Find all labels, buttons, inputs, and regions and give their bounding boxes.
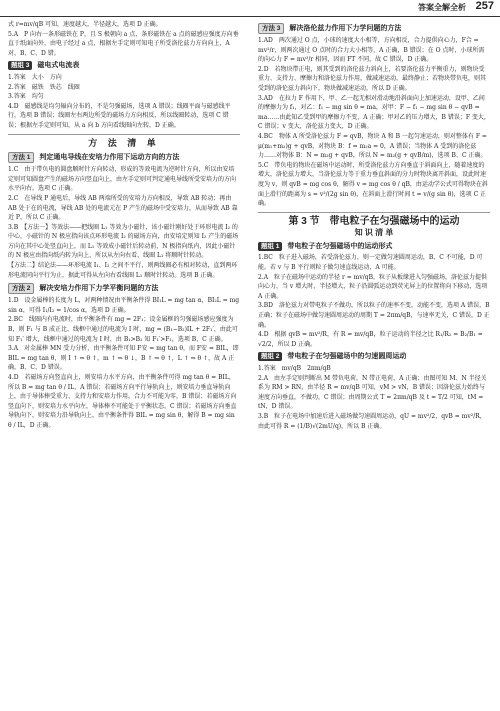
method1-title: 判定通电导线在安培力作用下运动方向的方法 [39,154,180,162]
topic3-tag: 题组 3 [8,61,32,70]
right-para-9: 4.D 根据 qvB = mv²/R，有 R = mv/qB，粒子运动的半径之比 R₁/R₂ = B₂/B₁ = √2/2，所以 D 正确。 [258,331,483,348]
right-para-7: 2.A 粒子在磁场中运动的半径 r = mv/qB，粒子从板缘进入匀强磁场，洛伦兹力提供向心力，当 v 增大时，半径增大，粒子沿圆弧运动到荧光屏上的位置将向下移动，选项 A 正确。 [258,273,488,300]
topic2-tag: 题组 2 [258,352,282,361]
page-number: 257 [475,0,494,12]
method1-heading [8,152,240,163]
left-column [8,20,240,431]
method2-tag: 方法 2 [8,283,34,294]
left-para-3: 4.D 磁感线是均匀辐向分布的，不是匀强磁场，选项 A 错误；线圈平面与磁感线平行，选项 B 错误；线圈左右两边所受的磁场力方向相反，所以线圈转动，选项 C 错误；根据左手定则可知，从 a 向 b 方向看线圈向左转，D 正确。 [8,102,231,129]
right-para-10: 1.答案 mv/qB 2πm/qB [258,365,331,372]
topic1-heading [258,242,490,252]
method2-heading [8,283,240,294]
right-para-8: 3.BD 洛伦兹力对带电粒子不做功，所以粒子的速率不变，动能不变，选项 A 错误，B 正确；粒子在磁场中做匀速圆周运动的周期 T = 2πm/qB，与速率无关，C 错误，D 正确。 [258,302,490,329]
left-para-10: 3.A 对金属棒 MN 受力分析，由平衡条件可知 F安 = mg tan θ，而 F安 = BIL，即 BIL = mg tan θ，则 I ↑ ⇒ θ ↑，m ↑ ⇒ θ ↓，B ↑ ⇒ θ ↑，L ↑ ⇒ θ ↑，故 A 正确，B、C、D 错误。 [8,345,239,372]
right-para-11: 2.A 由左手定则判断出 M 带负电荷，N 带正电荷，A 正确；由图可知 M、N 半径关系为 RM > RN，由半径 R = mv/qB 可知，vM > vN，B 错误；因洛伦兹力始终与速度方向垂直，不做功，C 错误；由周期公式 T = 2πm/qB 及 t = T/2 可知，tM = tN，D 错误。 [258,374,487,411]
right-para-3: 3.AD 在拉力 F 作用下，甲、乙一起无相对滑动地沿斜面向上加速运动，设甲、乙间的摩擦力为 f₁，对乙：f₁ − mg sin θ = ma，对甲：F − f₁ − mg sin θ − qvB = ma……由此知乙受到甲的摩擦力不变，A 正确；甲对乙的压力增大，B 错误；F 变大，C 错误；v 变大，洛伦兹力变大，D 正确。 [258,94,490,131]
page-header [0,0,500,17]
left-para-2: 5.A P 向右一条形磁铁在 P，且 S 极朝向 a 点，条形磁铁在 a 点的磁感应强度方向垂直于纸面向外，由电子经过 a 点，根据左手定则可知电子所受洛伦兹力方向向上，A 对，B、C、D 错。 [8,30,239,57]
method3-heading [258,23,490,34]
right-para-6: 1.BC 粒子进入磁场，若受洛伦兹力，则一定做匀速圆周运动，B、C 不可能，D 可能。若 v 与 B 平行则粒子做匀速直线运动，A 可能。 [258,254,483,272]
methods-heading: 方 法 清 单 [88,137,160,148]
divider [258,212,490,213]
topic2-heading [258,352,490,362]
right-para-1: 1.AD 两次通过 O 点，小球的速度大小相等，方向相反，合力提供向心力，F合 = mv²/r，则两次通过 O 点时的合力大小相等，A 正确，B 错误；在 O 点时，小球所需的向心力 F = mv²/r 相同，因而 FT 不同，故 C 错误，D 正确。 [258,37,485,64]
topic1-title: 带电粒子在匀强磁场中的运动形式 [287,242,393,250]
left-para-11: 4.D 若磁场方向竖直向上，则安培力水平方向，由平衡条件可得 mg tan θ = BIL，所以 B = mg tan θ / IL，A 错误；若磁场方向平行导轨向上，则安培力垂直导轨向上，由于导体棒受重力、支持力和安培力作用，合力不可能为零，B 错误；若磁场方向竖直向下，则安培力水平向左，导体棒不可能处于平衡状态，C 错误；若磁场方向垂直导轨向下，则安培力沿导轨向上，由平衡条件得 BIL = mg sin θ，解得 B = mg sin θ / IL，D 正确。 [8,374,237,429]
method3-title: 解决洛伦兹力作用下力学问题的方法 [289,25,402,32]
topic3-heading [8,61,240,71]
right-para-5: 5.C 带负电的物块在磁场中运动时，所受洛伦兹力方向垂直于斜面向上，随着速度的增大，洛伦兹力增大，当洛伦兹力等于重力垂直斜面的分力时物块离开斜面，设此时速度为 v，则 qvB = mg cos θ，解得 v = mg cos θ / qB，由运动学公式可得物块在斜面上滑行的距离为 s = v²/(2g sin θ)，在斜面上滑行时间 t = v/(g sin θ)，选项 C 正确。 [258,161,488,208]
topic3-title: 磁电式电流表 [37,62,80,70]
left-para-7: 【方法二】结论法——环形电流 I₁、I₂ 之间不平行，则两线圈必有相对转动，直到两环形电流同向平行为止，据此可得从左向右看线圈 L₁ 顺时针转动。选项 B 正确。 [8,262,238,279]
method3-tag: 方法 3 [258,23,284,34]
left-para-9: 2.BC 线圈内有电流时，由平衡条件有 mg = 2F₁；设金属框的匀强磁场感应强度为 B，则 F₁ 与 B 成正比，线框中通过的电流为 I 时，mg = (B₁−B₂)IL + 2F₁′，由此可知 F₁′ 增大，线框中通过的电流为 I 时，由 B₁>B₂ 知 F₁′>F₁，选项 B、C 正确。 [8,316,238,343]
answer-3: 3.答案 均匀 [8,93,44,101]
method2-title: 解决安培力作用下力学平衡问题的方法 [39,285,159,293]
section-title: 第 3 节 带电粒子在匀强磁场中的运动 [288,215,460,227]
right-para-12: 3.B 粒子在电场中加速后进入磁场做匀速圆周运动，qU = mv²/2，qvB = mv²/R，由此可得 R = (1/B)√(2mU/q)，所以 B 正确。 [258,412,486,430]
left-para-4: 1.C 由于带负电的圆盘顺时针方向转动，形成的等效电流为逆时针方向，所以由安培定则可知圆盘产生的磁场方向竖直向上，由左手定则可判定通电导线所受安培力的方向水平向右。选项 C 正确。 [8,166,237,193]
left-para-5: 2.C 在导线 P 通电后，导线 AB 两端所受的安培力方向相反，导致 AB 转动；再由 AB 处于在的电流，导线 AB 处的电流元在 P 产生的磁场中受安培力，从而导致 AB 靠近 P，所以 C 正确。 [8,194,238,222]
method1-tag: 方法 1 [8,152,34,163]
topic2-title: 带电粒子在匀强磁场中的匀速圆周运动 [287,353,407,361]
answer-2: 2.答案 磁铁 铁芯 线圈 [8,83,80,91]
left-para-1: 式 r=mv/qB 可知，速度越大，半径越大，选项 D 正确。 [8,21,162,28]
answer-1: 1.答案 大小 方向 [8,73,62,81]
left-para-8: 1.D 设金属棒的长度为 L，对两种情况由平衡条件得 BI₁L = mg tan α，BI₂L = mg sin α，可得 I₁/I₂ = 1/cos α，选项 D 正确。 [8,297,240,314]
right-para-4: 4.BC 物体 A 所受洛伦兹力 F = qvB，物块 A 和 B 一起匀速运动，则对整体有 F = μ(m₁+m₂)g + qvB，对物块 B：f = m₂a = 0，A 错误；当物体 A 受到的洛伦兹力……对物体 B：N = m₂g + qvB，所以 N = m₂(g + qvB/m)，选项 B、C 正确。 [258,132,487,160]
right-para-2: 2.D 若物块带正电，则其受到的洛伦兹力斜向上，若要洛伦兹力平衡重力，则物块受重力、支持力、摩擦力和洛伦兹力作用，做减速运动，最终静止；若物块带负电，则其受到的洛伦兹力斜向下，物块做减速运动，所以 D 正确。 [258,65,487,92]
divider [8,134,240,135]
left-para-6: 3.B 【方法一】等效法——把线圈 L₁ 等效为小磁针，该小磁针刚好处于环形电流 I₂ 的中心，小磁针的 N 极应指向该点环形电流 I₂ 的磁场方向，由安培定则知 I₂ 产生的磁场方向在其中心处竖直向上，而 L₁ 等效成小磁针后转动前，N 极指向纸内，因此小磁针的 N 极应由指向纸内转为向上，所以从左向右看，线圈 L₁ 将顺时针转动。 [8,223,239,260]
topic1-tag: 题组 1 [258,242,282,251]
right-column [258,20,490,431]
header-title: 答案全解全析 [418,3,466,12]
knowledge-heading: 知 识 清 单 [354,228,394,238]
